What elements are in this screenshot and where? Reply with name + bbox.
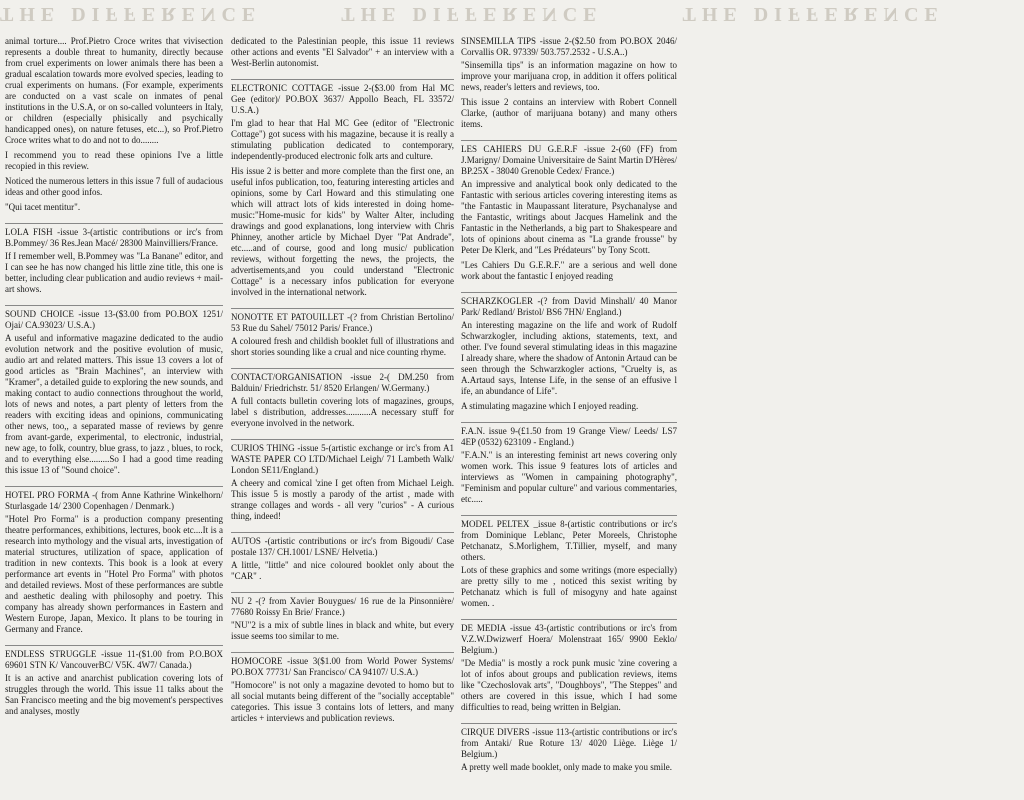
review-paragraph: If I remember well, B.Pommey was "La Banane" editor, and I can see he has now changed his little zine title, this one is better, including clear publication and audio reviews + mail-art shows. [5,251,223,294]
review-paragraph: A little, "little" and nice coloured booklet only about the "CAR" . [231,560,454,581]
divider [231,532,454,533]
review-heading: ENDLESS STRUGGLE -issue 11-($1.00 from P.O.BOX 69601 STN K/ VancouverBC/ V5K. 4W7/ Canada.) [5,649,223,670]
review-heading: CIRQUE DIVERS -issue 113-(artistic contributions or irc's from Antaki/ Rue Roture 13/ 4020 Liège. Liège 1/ Belgium.) [461,727,677,759]
review-heading: SOUND CHOICE -issue 13-($3.00 from PO.BOX 1251/ Ojai/ CA.93023/ U.S.A.) [5,309,223,330]
divider [461,422,677,423]
review-intro [5,36,223,213]
review-model-peltex [461,515,677,609]
review-paragraph: A stimulating magazine which I enjoyed reading. [461,401,639,411]
review-paragraph: Lots of these graphics and some writings (more especially) are pretty silly to me , noticed this sexist writing by Petchanatz which is full of misogyny and hate against women. . [461,565,677,608]
review-nu-2 [231,592,454,642]
review-heading: HOMOCORE -issue 3($1.00 from World Power Systems/ PO.BOX 77731/ San Francisco/ CA 94107/ U.S.A.) [231,656,454,677]
review-homocore [231,652,454,724]
review-cont [231,36,454,69]
review-autos [231,532,454,582]
review-paragraph: "Sinsemilla tips" is an information magazine on how to improve your marijuana crop, in addition it offers political news, reader's letters and reviews, too. [461,60,677,92]
review-paragraph: "NU"2 is a mix of subtle lines in black and white, but every issue seems too similar to me. [231,620,454,641]
divider [5,223,223,224]
review-heading: DE MEDIA -issue 43-(artistic contributions or irc's from V.Z.W.Dwizwerf Hoera/ Molenstraat 165/ 9900 Eeklo/ Belgium.) [461,623,677,655]
review-contact [231,368,454,429]
review-paragraph: Noticed the numerous letters in this issue 7 full of audacious ideas and other good infos. [5,176,223,197]
review-paragraph: "Hotel Pro Forma" is a production company presenting theatre performances, exhibitions, lectures, book etc....It is a research into mythology and the visual arts, investigation of material structures, utilization of space, application of tradition in new contexts. This book is a look at every performance art events in "Hotel Pro Forma" with photos and detailed reviews. Most of these performances are subtle and aesthetic dealing with philosophy and poetry. This company has already shown performances in Eastern and Western Europe, Japan, Mexico. It plans to be touring in Germany and France. [5,514,223,634]
divider [5,305,223,306]
divider [461,619,677,620]
review-paragraph: His issue 2 is better and more complete than the first one, an useful infos publication, too, featuring interesting articles and opinions, some by Carl Howard and this stimulating one which will attract lots of kids interested in doing home-music:"Home-music for kids" by Walter Alter, including drawings and good explanations, long interview with Chris Phinney, another article by Michael Dyer "Pat Andrade", etc.....and of course, good and long music/ publication reviews, without forgetting the news, the projects, the advertisements,and you could understand "Electronic Cottage" is a necessary infos publication for everyone involved in the international network. [231,166,454,297]
review-cahiers-gerf [461,140,677,282]
review-paragraph: I'm glad to hear that Hal MC Gee (editor of "Electronic Cottage") got sucess with his magazine, because it is really a stimulating publication dedicated to contemporary, independently-produced electronic folk arts and culture. [231,118,454,161]
review-paragraph: "Les Cahiers Du G.E.R.F." are a serious and well done work about the fantastic I enjoyed reading [461,260,677,281]
show-through-print: THE DIFFERENCE THE DIFFERENCE THE DIFFERENCE [0,3,944,25]
review-lola-fish [5,223,223,295]
divider [231,652,454,653]
review-sinsemilla [461,36,677,130]
review-heading: CONTACT/ORGANISATION -issue 2-( DM.250 from Balduin/ Friedrichstr. 51/ 8520 Erlangen/ W.Germany.) [231,372,454,393]
divider [231,368,454,369]
review-heading: MODEL PELTEX _issue 8-(artistic contributions or irc's from Dominique Leblanc, Peter Moreels, Christophe Petchanatz, S.Morlighem, T.Tillier, myself, and many others. [461,519,677,562]
review-paragraph: A cheery and comical 'zine I get often from Michael Leigh. This issue 5 is mostly a parody of the artist , made with strange collages and words - all very "curios" - A curious thing, indeed! [231,478,454,521]
review-hotel-pro-forma [5,486,223,635]
divider [5,486,223,487]
review-heading: CURIOS THING -issue 5-(artistic exchange or irc's from A1 WASTE PAPER CO LTD/Michael Leigh/ 71 Lambeth Walk/ London SE11/England.) [231,443,454,475]
review-heading: LES CAHIERS DU G.E.R.F -issue 2-(60 (FF) from J.Marigny/ Domaine Universitaire de Saint Martin D'Hères/ BP.25X - 38040 Grenoble Cedex/ France.) [461,144,677,176]
divider [461,515,677,516]
divider [231,592,454,593]
divider [231,439,454,440]
divider [231,308,454,309]
review-endless-struggle [5,645,223,717]
review-paragraph: animal torture.... Prof.Pietro Croce writes that vivisection represents a double threat to humanity, directly because from cruel experiments on lower animals there has been a gradual escalation towards more evolved species, leading to crual experiments on humans. (For example, experiments are conducted on a vast scale on inmates of penal institutions in the U.S.A, or on so-called volunteers in Italy, or children (especially phisically and psychically handicapped ones), on nature fetuses, etc...), so Prof.Pietro Croce writes what to do and not to do........ [5,36,223,145]
review-curios-thing [231,439,454,522]
review-paragraph: "Homocore" is not only a magazine devoted to homo but to all social mutants being different of the "socially acceptable" categories. This issue 3 contains lots of letters, and many articles + interviews and publication reviews. [231,680,454,723]
review-heading: F.A.N. issue 9-(£1.50 from 19 Grange View/ Leeds/ LS7 4EP (0532) 623109 - England.) [461,426,677,447]
review-de-media [461,619,677,713]
review-heading: ELECTRONIC COTTAGE -issue 2-($3.00 from Hal MC Gee (editor)/ PO.BOX 3637/ Appollo Beach, FL 33572/ U.S.A.) [231,83,454,115]
review-paragraph: An interesting magazine on the life and work of Rudolf Schwarzkogler, including aktions, statements, text, and other. I've found several stimulating ideas in this magazine I already share, where the shadow of Antonin Artaud can be seen through the Schwarzkogler actions, "Cruelty is, as A.Artaud says, Intense Life, in the sense of an effusive l ife, an abundance of Life". [461,320,677,396]
review-paragraph: "Qui tacet mentitur". [5,202,81,212]
review-paragraph: "De Media" is mostly a rock punk music 'zine covering a lot of infos about groups and publication reviews, items like "Czechoslovak arts", "Doughboys", "The Steppes" and others are covered in this issue, which I had some difficulties to read, being written in Belgian. [461,658,677,712]
review-paragraph: It is an active and anarchist publication covering lots of struggles through the world. This issue 11 talks about the San Francisco meeting and the big movement's perspectives and analyses, mostly [5,673,223,716]
column-right [461,36,677,800]
review-sound-choice [5,305,223,476]
divider [461,292,677,293]
review-heading: SINSEMILLA TIPS -issue 2-($2.50 from PO.BOX 2046/ Corvallis OR. 97339/ 503.757.2532 - U.S.A..) [461,36,677,57]
review-fan [461,422,677,505]
review-paragraph: This issue 2 contains an interview with Robert Connell Clarke, (author of marijuana botany) and many others items. [461,97,677,129]
review-scharzkogler [461,292,677,412]
review-paragraph: I recommend you to read these opinions I've a little recopied in this review. [5,150,223,171]
review-paragraph: A full contacts bulletin covering lots of magazines, groups, label s distribution, addresses...........A necessary stuff for everyone involved in the network. [231,396,454,428]
review-heading: LOLA FISH -issue 3-(artistic contributions or irc's from B.Pommey/ 36 Res.Jean Macé/ 28300 Mainvilliers/France. [5,227,223,248]
review-paragraph: A pretty well made booklet, only made to make you smile. [461,762,672,772]
column-left [5,36,223,800]
review-paragraph: A coloured fresh and childish booklet full of illustrations and short stories sounding like a crual and nice counting rhyme. [231,336,454,357]
review-paragraph: An impressive and analytical book only dedicated to the Fantastic with serious articles covering interesting items as "the Fantastic in Maupassant literature, Psychanalyse and the Fantastic, writings about Jacques Hamelink and the Fantastic in the Netherlands, a big part to Shakespeare and lots of opinions about cinema as "La grande frousse" by Peter De Klerk, and "Les Prédateurs" by Tony Scott. [461,179,677,255]
divider [461,723,677,724]
review-cirque-divers [461,723,677,773]
review-heading: HOTEL PRO FORMA -( from Anne Kathrine Winkelhorn/ Sturlasgade 14/ 2300 Copenhagen / Denmark.) [5,490,223,511]
divider [461,140,677,141]
review-paragraph: A useful and informative magazine dedicated to the audio evolution network and the positive evolution of music, audio art and related matters. This issue 13 covers a lot of good articles as "Brain Machines", an interview with "Kramer", a detailed guide to exploring the new sounds, and making contact to audio connections throughout the world, lots of news and notes, a part plenty of letters from the readers with exciting ideas and opinions, communicating other news, too,, a separated masse of reviews by genre from avant-garde, experimental, to electronic, industrial, new age, to folk, country, blue grass, to jazz , blues, to rock, and to everything else.........So I had a good time reading this issue 13 of "Sound choice". [5,333,223,475]
divider [231,79,454,80]
column-middle [231,36,454,800]
review-heading: SCHARZKOGLER -(? from David Minshall/ 40 Manor Park/ Redland/ Bristol/ BS6 7HN/ England.) [461,296,677,317]
review-nonotte [231,308,454,358]
review-heading: NU 2 -(? from Xavier Bouygues/ 16 rue de la Pinsonnière/ 77680 Roissy En Brie/ France.) [231,596,454,617]
review-heading: NONOTTE ET PATOUILLET -(? from Christian Bertolino/ 53 Rue du Sahel/ 75012 Paris/ France.) [231,312,454,333]
review-paragraph: dedicated to the Palestinian people, this issue 11 reviews other actions and events "El Salvador" + an interview with a West-Berlin autonomist. [231,36,454,68]
divider [5,645,223,646]
review-paragraph: "F.A.N." is an interesting feminist art news covering only women work. This issue 9 features lots of articles and interviews as "Women in campaining photography", "Feminism and popular culture" and various commentaries, etc..... [461,450,677,504]
review-electronic-cottage [231,79,454,298]
review-heading: AUTOS -(artistic contributions or irc's from Bigoudi/ Case postale 137/ CH.1001/ LSNE/ Helvetia.) [231,536,454,557]
